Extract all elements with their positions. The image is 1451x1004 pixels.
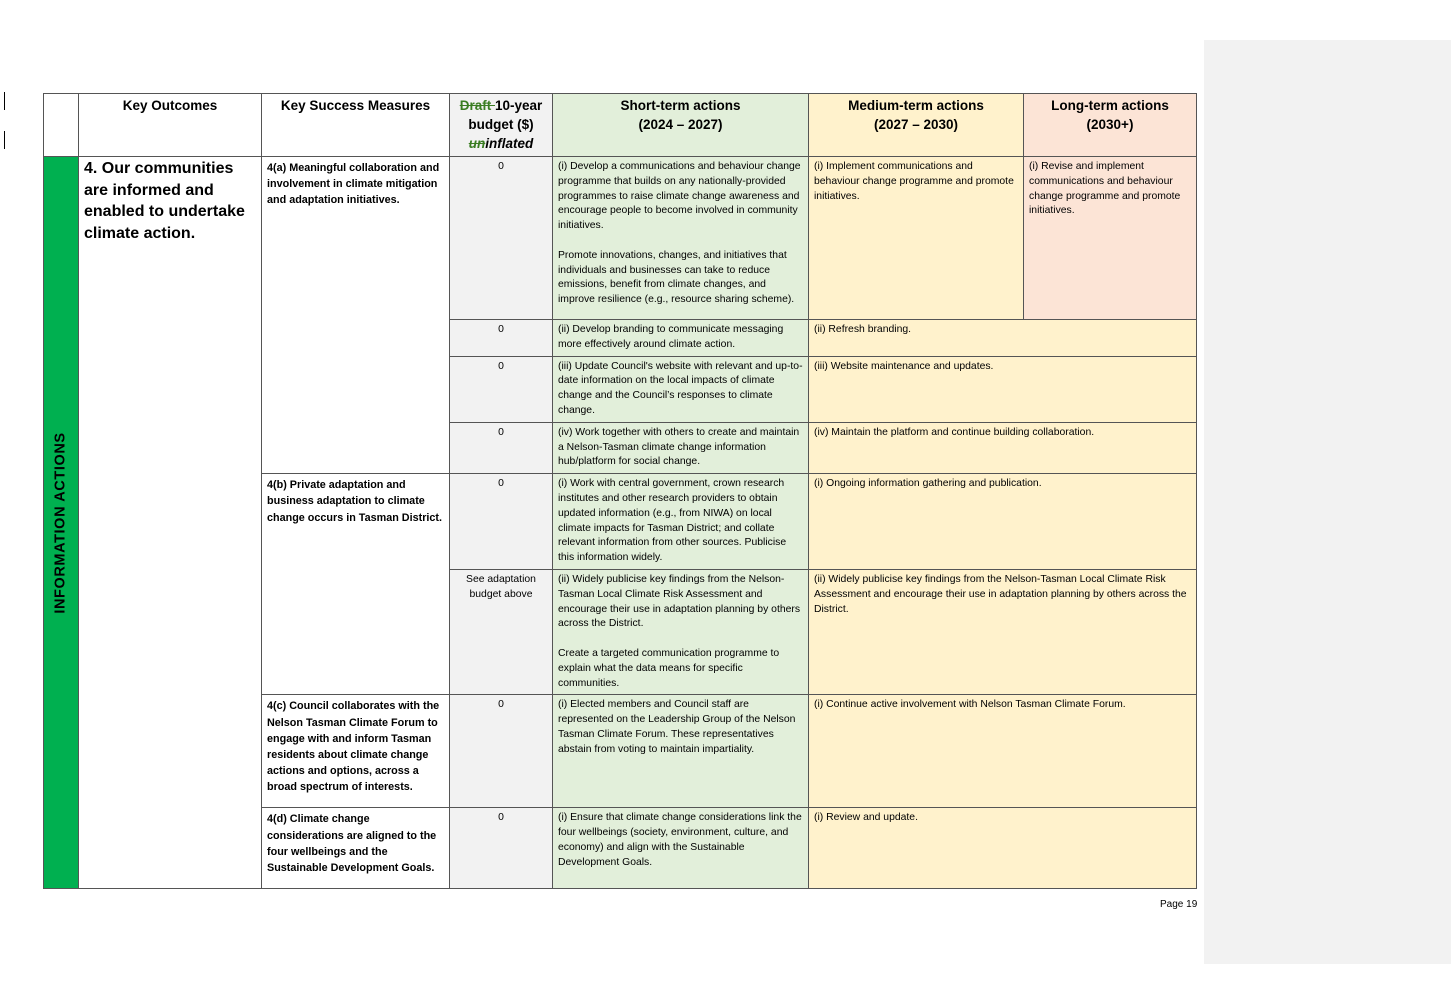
- measure-4c: 4(c) Council collaborates with the Nelson Tasman Climate Forum to engage with and inform Tasman residents about climate change actions and options, across a broad spectrum of interests.: [262, 695, 450, 808]
- short-term-cell: [553, 157, 809, 320]
- long-term-cell: (i) Revise and implement communications and behaviour change programme and promote initiatives.: [1024, 157, 1197, 320]
- section-label-cell: [44, 157, 79, 889]
- short-term-title: Short-term actions: [620, 98, 741, 113]
- budget-cell: 0: [450, 808, 553, 889]
- short-term-cell: (i) Elected members and Council staff are represented on the Leadership Group of the Nelson Tasman Climate Forum. These representatives abstain from voting to maintain impartiality.: [553, 695, 809, 808]
- table-row: [44, 157, 1197, 320]
- medium-long-term-cell: (i) Ongoing information gathering and publication.: [809, 474, 1197, 570]
- long-term-years: (2030+): [1086, 117, 1134, 132]
- budget-cell: 0: [450, 474, 553, 570]
- short-term-text: (ii) Widely publicise key findings from the Nelson-Tasman Local Climate Risk Assessment and encourage their use in adaptation planning by others across the District.: [558, 573, 801, 630]
- measure-4b: 4(b) Private adaptation and business adaptation to climate change occurs in Tasman District.: [262, 474, 450, 695]
- medium-term-title: Medium-term actions: [848, 98, 984, 113]
- header-budget: [450, 94, 553, 157]
- long-term-title: Long-term actions: [1051, 98, 1169, 113]
- document-side-margin: [1204, 40, 1451, 964]
- medium-term-cell: (i) Implement communications and behaviour change programme and promote initiatives.: [809, 157, 1024, 320]
- budget-cell: 0: [450, 157, 553, 320]
- action-plan-table: [43, 93, 1197, 889]
- header-row: [44, 94, 1197, 157]
- medium-long-term-cell: (i) Review and update.: [809, 808, 1197, 889]
- header-key-success-measures: Key Success Measures: [262, 94, 450, 157]
- budget-label: 10-year budget ($): [468, 98, 543, 132]
- medium-long-term-cell: (iii) Website maintenance and updates.: [809, 356, 1197, 422]
- budget-cell: 0: [450, 422, 553, 473]
- budget-cell: See adaptation budget above: [450, 569, 553, 694]
- measure-4a: 4(a) Meaningful collaboration and involvement in climate mitigation and adaptation initiatives.: [262, 157, 450, 474]
- header-short-term: [553, 94, 809, 157]
- budget-cell: 0: [450, 356, 553, 422]
- medium-term-years: (2027 – 2030): [873, 117, 959, 132]
- budget-cell: 0: [450, 695, 553, 808]
- key-outcome: 4. Our communities are informed and enabled to undertake climate action.: [79, 157, 262, 889]
- section-label: INFORMATION ACTIONS: [52, 431, 69, 614]
- change-bar-mark: [4, 92, 5, 110]
- struck-un-text: un: [468, 136, 486, 151]
- header-blank: [44, 94, 79, 157]
- page-number: Page 19: [1160, 899, 1198, 910]
- short-term-cell: (i) Work with central government, crown research institutes and other research providers to obtain updated information (e.g., from NIWA) on local climate impacts for Tasman District; and collate relevant information from other sources. Publicise this information widely.: [553, 474, 809, 570]
- budget-cell: 0: [450, 320, 553, 357]
- measure-4d: 4(d) Climate change considerations are aligned to the four wellbeings and the Sustainable Development Goals.: [262, 808, 450, 889]
- short-term-text: (i) Develop a communications and behaviour change programme that builds on any nationally-provided programmes to raise climate change awareness and encourage people to become involved in community initiatives.: [558, 161, 801, 232]
- struck-draft-text: Draft: [459, 98, 495, 113]
- short-term-cell: (i) Ensure that climate change considerations link the four wellbeings (society, environment, culture, and economy) and align with the Sustainable Development Goals.: [553, 808, 809, 889]
- header-medium-term: [809, 94, 1024, 157]
- medium-long-term-cell: (ii) Widely publicise key findings from the Nelson-Tasman Local Climate Risk Assessment and encourage their use in adaptation planning by others across the District.: [809, 569, 1197, 694]
- short-term-text: Create a targeted communication programme to explain what the data means for specific communities.: [558, 647, 780, 689]
- short-term-cell: (iii) Update Council's website with relevant and up-to-date information on the local impacts of climate change and the Council’s responses to climate change.: [553, 356, 809, 422]
- short-term-text: Promote innovations, changes, and initiatives that individuals and businesses can take to reduce emissions, benefit from climate changes, and improve resilience (e.g., resource sharing scheme).: [558, 249, 795, 306]
- medium-long-term-cell: (i) Continue active involvement with Nelson Tasman Climate Forum.: [809, 695, 1197, 808]
- short-term-cell: (ii) Develop branding to communicate messaging more effectively around climate action.: [553, 320, 809, 357]
- header-key-outcomes: Key Outcomes: [79, 94, 262, 157]
- short-term-years: (2024 – 2027): [638, 117, 723, 132]
- medium-long-term-cell: (ii) Refresh branding.: [809, 320, 1197, 357]
- short-term-cell: [553, 569, 809, 694]
- medium-long-term-cell: (iv) Maintain the platform and continue building collaboration.: [809, 422, 1197, 473]
- header-long-term: [1024, 94, 1197, 157]
- short-term-cell: (iv) Work together with others to create and maintain a Nelson-Tasman climate change information hub/platform for social change.: [553, 422, 809, 473]
- change-bar-mark: [4, 131, 5, 149]
- budget-inflated: inflated: [485, 136, 534, 151]
